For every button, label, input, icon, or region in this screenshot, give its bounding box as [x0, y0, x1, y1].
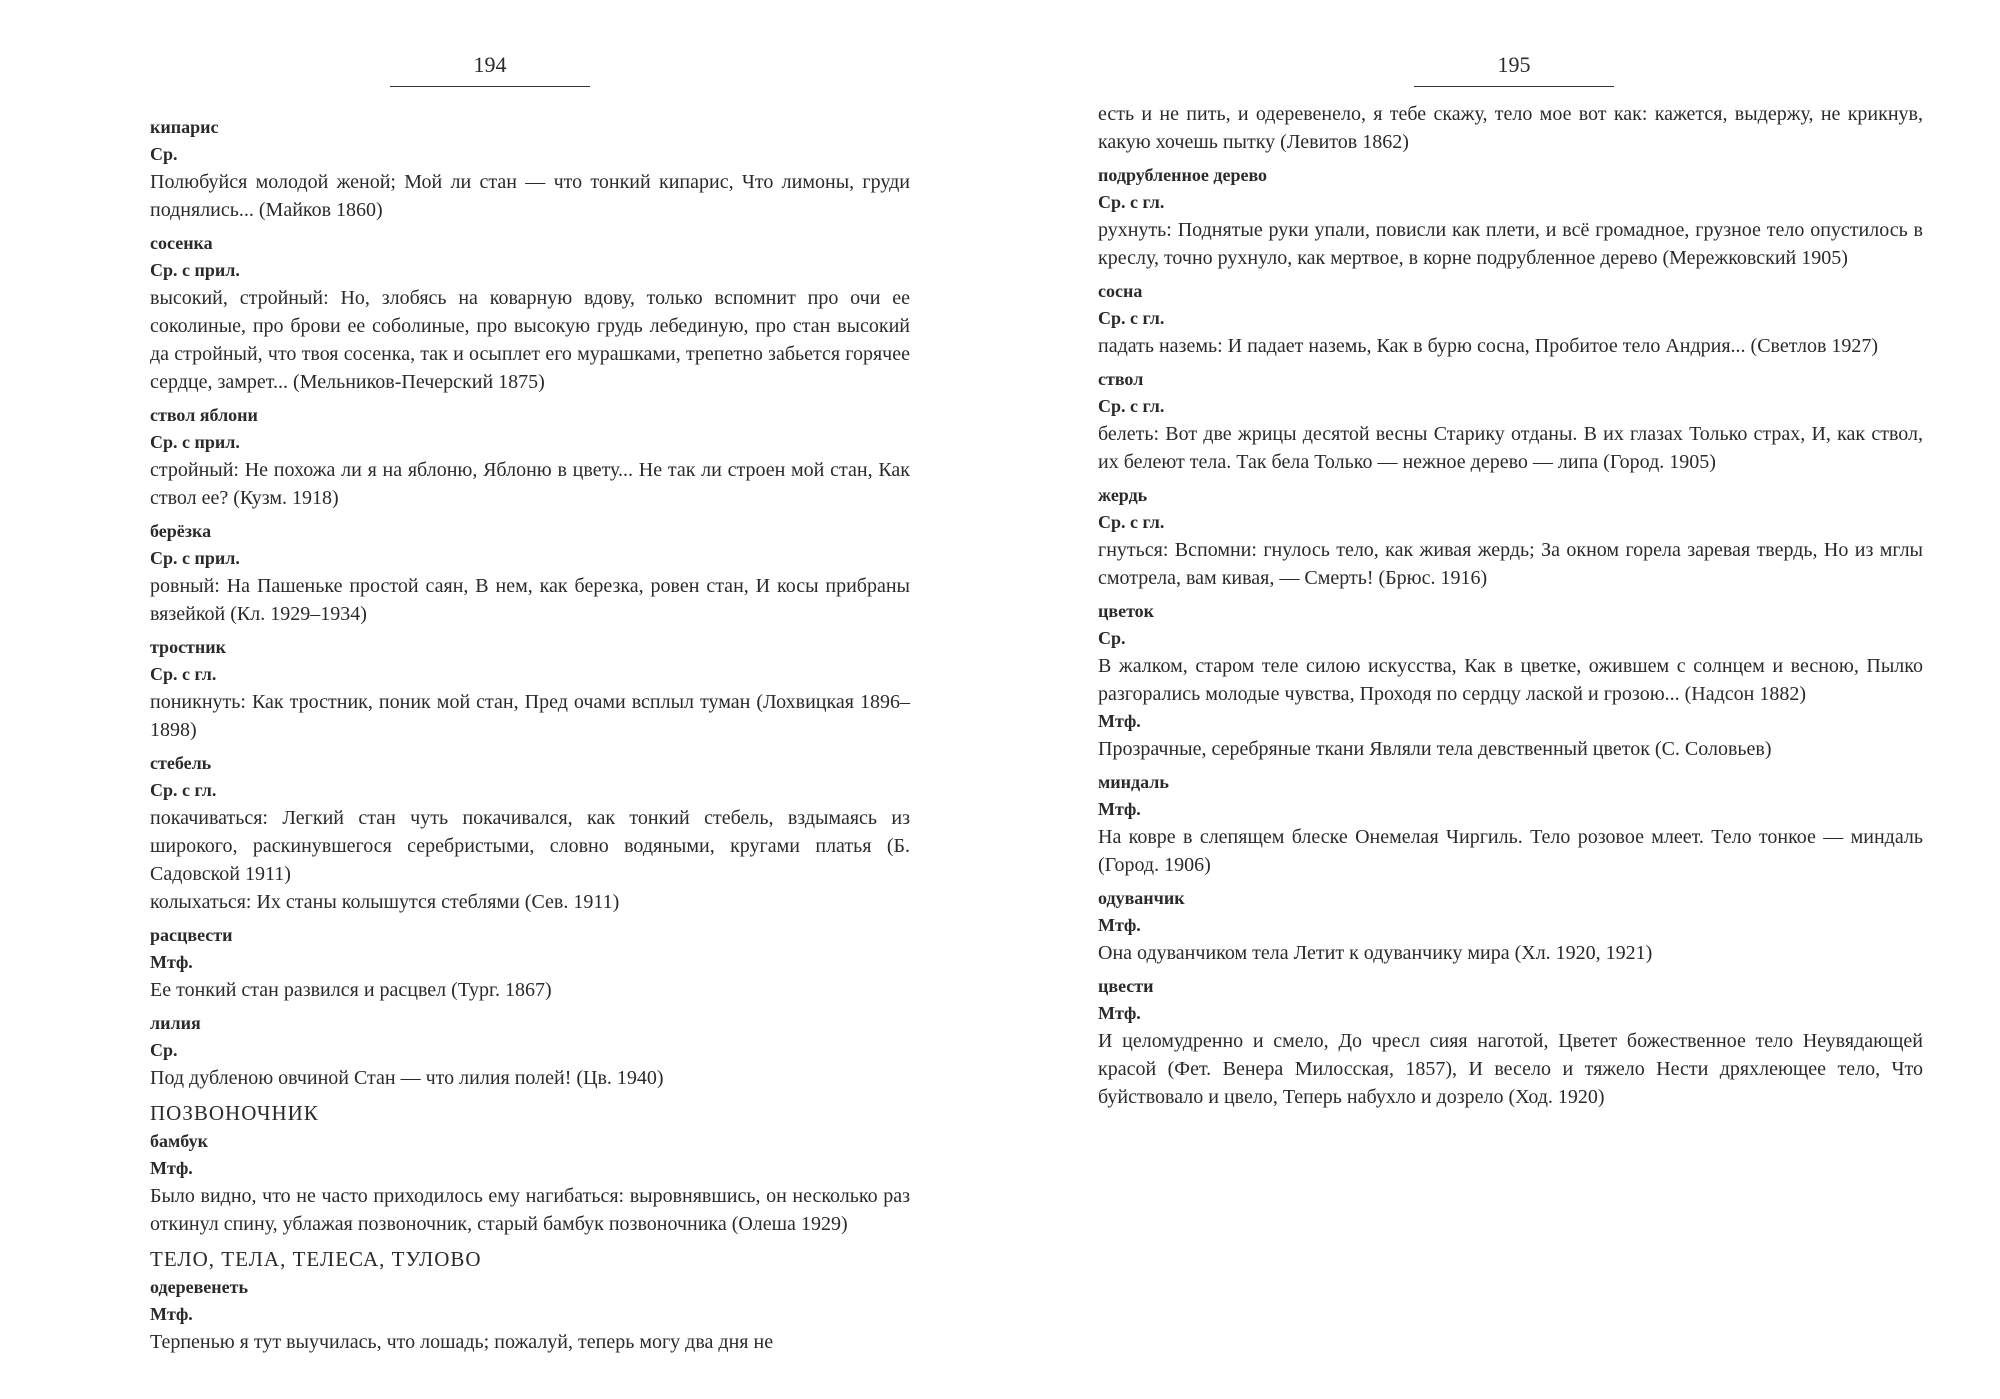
entry-label: Ср. с гл. — [150, 664, 217, 684]
entry-label: Мтф. — [150, 1158, 193, 1178]
entry-headword: тростник — [150, 637, 227, 657]
entry-text: колыхаться: Их станы колышутся стеблями (Сев. 1911) — [150, 891, 620, 913]
header-rule — [1414, 86, 1614, 87]
entry-label: Ср. — [150, 1040, 178, 1060]
page-number-header — [1414, 52, 1614, 87]
entry — [150, 402, 910, 512]
entry — [150, 518, 910, 628]
entry-label: Ср. с прил. — [150, 260, 240, 280]
entry-text: Терпенью я тут выучилась, что лошадь; пожалуй, теперь могу два дня не — [150, 1331, 774, 1353]
entry-label: Мтф. — [1098, 915, 1141, 935]
entry-text: рухнуть: Поднятые руки упали, повисли как плети, и всё громадное, грузное тело опустилось в креслу, точно рухнуло, как мертвое, в корне подрубленное дерево (Мережковский 1905) — [1098, 219, 1923, 269]
entry-headword: цвести — [1098, 976, 1154, 996]
entry-headword: одеревенеть — [150, 1277, 249, 1297]
entry — [1098, 598, 1923, 763]
entry — [150, 1274, 910, 1356]
entry-label: Мтф. — [1098, 711, 1141, 731]
entry-headword: берёзка — [150, 521, 212, 541]
entry-text: ровный: На Пашеньке простой саян, В нем, как березка, ровен стан, И косы прибраны вязейкой (Кл. 1929–1934) — [150, 575, 910, 625]
entry-label: Ср. — [150, 144, 178, 164]
entry — [150, 634, 910, 744]
page-number: 194 — [473, 52, 507, 77]
entry — [150, 1010, 910, 1092]
entry-label: Мтф. — [1098, 799, 1141, 819]
entry-text: высокий, стройный: Но, злобясь на коварную вдову, только вспомнит про очи ее соколиные, про брови ее соболиные, про высокую грудь лебединую, про стан высокий да стройный, что твоя сосенка, так и осыплет его мурашками, трепетно забьется горячее сердце, замрет... (Мельников-Печерский 1875) — [150, 287, 910, 393]
entry-text: В жалком, старом теле силою искусства, Как в цветке, ожившем с солнцем и весною, Пылко разгорались молодые чувства, Проходя по сердцу лаской и грозою... (Надсон 1882) — [1098, 655, 1923, 705]
entry-text: стройный: Не похожа ли я на яблоню, Яблоню в цвету... Не так ли строен мой стан, Как ствол ее? (Кузм. 1918) — [150, 459, 910, 509]
section-heading: ПОЗВОНОЧНИК — [150, 1101, 319, 1125]
entry-label: Ср. — [1098, 628, 1126, 648]
section-heading: ТЕЛО, ТЕЛА, ТЕЛЕСА, ТУЛОВО — [150, 1247, 482, 1271]
entry — [1098, 278, 1923, 360]
entry-headword: сосенка — [150, 233, 213, 253]
entry-text: Было видно, что не часто приходилось ему нагибаться: выровнявшись, он несколько раз откинул спину, ублажая позвоночник, старый бамбук позвоночника (Олеша 1929) — [150, 1185, 910, 1235]
entry — [1098, 482, 1923, 592]
entry-text: падать наземь: И падает наземь, Как в бурю сосна, Пробитое тело Андрия... (Светлов 1927) — [1098, 335, 1879, 357]
entry-text: поникнуть: Как тростник, поник мой стан, Пред очами всплыл туман (Лохвицкая 1896–1898) — [150, 691, 910, 741]
entry-text: И целомудренно и смело, До чресл сияя наготой, Цветет божественное тело Неувядающей красой (Фет. Венера Милосская, 1857), И весело и тяжело Нести дряхлеющее тело, Что буйствовало и цвело, Теперь набухло и дозрело (Ход. 1920) — [1098, 1030, 1923, 1108]
entry — [1098, 973, 1923, 1111]
entry-text: Прозрачные, серебряные ткани Являли тела девственный цветок (С. Соловьев) — [1098, 738, 1772, 760]
entry-label: Ср. с гл. — [1098, 396, 1165, 416]
entry — [150, 230, 910, 396]
entry-headword: кипарис — [150, 117, 219, 137]
entry-text: покачиваться: Легкий стан чуть покачивался, как тонкий стебель, вздымаясь из широкого, раскинувшегося серебристыми, словно водяными, кругами платья (Б. Садовской 1911) — [150, 807, 910, 885]
entry-label: Ср. с прил. — [150, 432, 240, 452]
entry-label: Мтф. — [1098, 1003, 1141, 1023]
entry-label: Ср. с гл. — [1098, 512, 1165, 532]
entry-headword: жердь — [1098, 485, 1148, 505]
entry-text: гнуться: Вспомни: гнулось тело, как живая жердь; За окном горела заревая твердь, Но из мглы смотрела, вам кивая, — Смерть! (Брюс. 1916) — [1098, 539, 1923, 589]
entries — [1098, 100, 1923, 1117]
entry-headword: стебель — [150, 753, 212, 773]
entry — [1098, 162, 1923, 272]
entry-headword: расцвести — [150, 925, 233, 945]
entry-text: Ее тонкий стан развился и расцвел (Тург. 1867) — [150, 979, 552, 1001]
header-rule — [390, 86, 590, 87]
entry-label: Ср. с прил. — [150, 548, 240, 568]
entry-headword: ствол — [1098, 369, 1144, 389]
entry — [150, 114, 910, 224]
entry-label: Мтф. — [150, 952, 193, 972]
entry-text: Под дубленою овчиной Стан — что лилия полей! (Цв. 1940) — [150, 1067, 664, 1089]
entry-headword: сосна — [1098, 281, 1143, 301]
entry-label: Ср. с гл. — [150, 780, 217, 800]
entry — [150, 922, 910, 1004]
entries — [150, 114, 910, 1362]
entry-text: На ковре в слепящем блеске Онемелая Чиргиль. Тело розовое млеет. Тело тонкое — миндаль (Город. 1906) — [1098, 826, 1923, 876]
entry — [150, 1128, 910, 1238]
entry-label: Мтф. — [150, 1304, 193, 1324]
entry-text: есть и не пить, и одеревенело, я тебе скажу, тело мое вот как: кажется, выдержу, не крикнув, какую хочешь пытку (Левитов 1862) — [1098, 103, 1923, 153]
entry-headword: лилия — [150, 1013, 201, 1033]
entry-label: Ср. с гл. — [1098, 192, 1165, 212]
entry-headword: подрубленное дерево — [1098, 165, 1268, 185]
entry-text: Она одуванчиком тела Летит к одуванчику мира (Хл. 1920, 1921) — [1098, 942, 1653, 964]
entry-label: Ср. с гл. — [1098, 308, 1165, 328]
entry — [1098, 366, 1923, 476]
entry-headword: цветок — [1098, 601, 1155, 621]
entry-continuation — [1098, 100, 1923, 156]
entry-headword: миндаль — [1098, 772, 1169, 792]
entry-headword: бамбук — [150, 1131, 208, 1151]
page-number: 195 — [1497, 52, 1531, 77]
page-number-header — [390, 52, 590, 87]
entry — [150, 750, 910, 916]
entry-headword: ствол яблони — [150, 405, 258, 425]
entry — [1098, 769, 1923, 879]
entry — [1098, 885, 1923, 967]
entry-text: Полюбуйся молодой женой; Мой ли стан — что тонкий кипарис, Что лимоны, груди поднялись... (Майков 1860) — [150, 171, 910, 221]
entry-headword: одуванчик — [1098, 888, 1185, 908]
entry-text: белеть: Вот две жрицы десятой весны Старику отданы. В их глазах Только страх, И, как ствол, их белеют тела. Так бела Только — нежное дерево — липа (Город. 1905) — [1098, 423, 1923, 473]
